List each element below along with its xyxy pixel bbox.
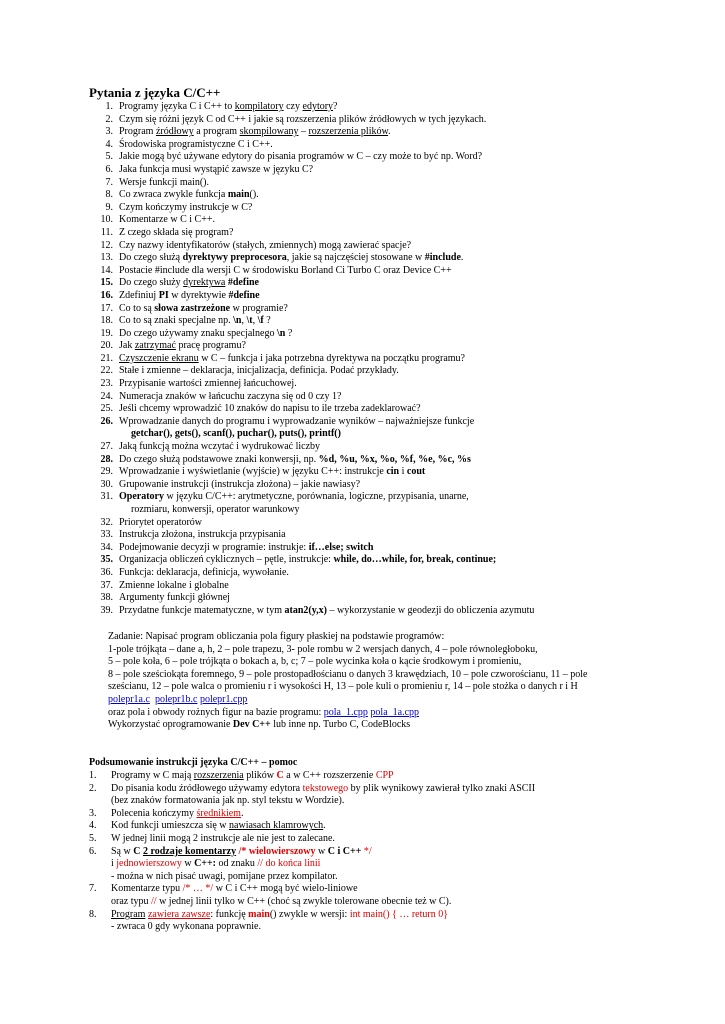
link-polepr1a[interactable]: polepr1a.c [108,693,150,705]
list-item: 9. Czym kończymy instrukcje w C? [105,201,253,213]
summary-title: Podsumowanie instrukcji języka C/C++ – pomoc [89,757,298,768]
list-item: 13. Do czego służą dyrektywy preprocesora, jakie są najczęściej stosowane w #include. [100,252,464,264]
list-item: 22. Stałe i zmienne – deklaracja, inicjalizacja, definicja. Podać przykłady. [100,365,399,377]
list-item: 38. Argumenty funkcji głównej [100,592,230,604]
list-item: 14. Postacie #include dla wersji C w środowisku Borland Ci Turbo C oraz Device C++ [100,264,452,276]
list-item: 21. Czyszczenie ekranu w C – funkcja i jaka potrzebna dyrektywa na początku programu? [100,352,465,364]
list-item: 1. Programy w C mają rozszerzenia plików C a w C++ rozszerzenie CPP [89,770,394,781]
list-item: 1. Programy języka C i C++ to kompilatory czy edytory? [105,101,338,112]
assignment-line: Zadanie: Napisać program obliczania pola figury płaskiej na podstawie programów: [108,631,445,642]
list-item-continuation: (bez znaków formatowania jak np. styl tekstu w Wordzie). [111,795,345,807]
list-item: 8. Program zawiera zawsze: funkcję main() zwykle w wersji: int main() { … return 0} [89,908,449,920]
list-item: 2. Do pisania kodu źródłowego używamy edytora tekstowego by plik wynikowy zawierał tylko znaki ASCII [89,782,536,794]
assignment-line: oraz pola i obwody rożnych figur na bazie programu: pola_1.cpp pola_1a.cpp [108,706,420,718]
list-item: 30. Grupowanie instrukcji (instrukcja złożona) – jakie nawiasy? [100,478,361,490]
list-item: 31. Operatory w języku C/C++: arytmetyczne, porównania, logiczne, przypisania, unarne, [100,491,469,503]
list-item: 5. W jednej linii mogą 2 instrukcje ale nie jest to zalecane. [89,832,335,844]
assignment-links [108,694,668,707]
summary-list [89,770,649,934]
list-item: 12. Czy nazwy identyfikatorów (stałych, zmiennych) mogą zawierać spacje? [100,239,412,251]
list-item: 6. Jaka funkcja musi wystąpić zawsze w języku C? [105,163,314,175]
list-item: 25. Jeśli chcemy wprowadzić 10 znaków do napisu to ile trzeba zadeklarować? [100,403,421,415]
link-pola-1a[interactable]: pola_1a.cpp [370,706,420,718]
list-item: 15. Do czego służy dyrektywa #define [100,277,259,289]
list-item: 16. Zdefiniuj PI w dyrektywie #define [100,289,260,301]
assignment-line: sześcianu, 12 – pole walca o promieniu r i wysokości H, 13 – pole kuli o promieniu r, 14 – pole stożka o danych r i H [108,681,578,693]
assignment-line: 1-pole trójkąta – dane a, h, 2 – pole trapezu, 3- pole rombu w 2 wersjach danych, 4 – pole równoległoboku, [108,643,538,655]
list-item: 37. Zmienne lokalne i globalne [100,579,229,591]
list-item: 18. Co to są znaki specjalne np. \n, \t, \f ? [100,315,271,327]
list-item: 3. Program źródłowy a program skompilowany – rozszerzenia plików. [105,126,391,138]
list-item: 8. Co zwraca zwykle funkcja main(). [105,189,259,201]
list-item: 17. Co to są słowa zastrzeżone w programie? [100,302,288,314]
list-item: 4. Środowiska programistyczne C i C++. [105,138,273,150]
list-item: 19. Do czego używamy znaku specjalnego \n ? [100,327,293,339]
link-polepr1b[interactable]: polepr1b.c [154,693,198,705]
list-item: 35. Organizacja obliczeń cyklicznych – pętle, instrukcje: while, do…while, for, break, continue; [100,554,497,566]
questions-list [89,101,649,617]
list-item: 10. Komentarze w C i C++. [100,214,215,226]
list-item: 20. Jak zatrzymać pracę programu? [100,340,246,352]
list-item-continuation: rozmiaru, konwersji, operator warunkowy [131,504,300,515]
list-item-continuation: - można w nich pisać uwagi, pomijane przez kompilator. [111,870,338,882]
list-item-continuation: i jednowierszowy w C++: od znaku // do końca linii [111,858,321,870]
list-item: 36. Funkcja: deklaracja, definicja, wywołanie. [100,566,289,578]
link-pola-1[interactable]: pola_1.cpp [323,706,368,718]
list-item: 39. Przydatne funkcje matematyczne, w tym atan2(y,x) – wykorzystanie w geodezji do obliczenia azymutu [100,604,535,616]
link-polepr1-cpp[interactable]: polepr1.cpp [199,693,248,705]
list-item: 33. Instrukcja złożona, instrukcja przypisania [100,529,286,541]
assignment-line: Wykorzystać oprogramowanie Dev C++ lub inne np. Turbo C, CodeBlocks [108,719,411,731]
list-item: 4. Kod funkcji umieszcza się w nawiasach klamrowych. [89,820,326,832]
list-item: 23. Przypisanie wartości zmiennej łańcuchowej. [100,378,297,390]
list-item: 7. Wersje funkcji main(). [105,176,209,188]
list-item: 32. Priorytet operatorów [100,516,203,528]
list-item: 11. Z czego składa się program? [100,226,234,238]
list-item: 34. Podejmowanie decyzji w programie: instrukje: if…else; switch [100,541,374,553]
list-item: 29. Wprowadzanie i wyświetlanie (wyjście) w języku C++: instrukcje cin i cout [100,466,426,478]
list-item: 24. Numeracja znaków w łańcuchu zaczyna się od 0 czy 1? [100,390,342,402]
assignment-section [108,631,668,732]
list-item: 5. Jakie mogą być używane edytory do pisania programów w C – czy może to być np. Word? [105,151,483,163]
list-item: 3. Polecenia kończymy średnikiem. [89,807,244,819]
list-item: 2. Czym się różni język C od C++ i jakie są rozszerzenia plików źródłowych w tych językach. [105,113,487,125]
list-item: 7. Komentarze typu /* … */ w C i C++ mogą być wielo-liniowe [89,883,358,895]
list-item: 28. Do czego służą podstawowe znaki konwersji, np. %d, %u, %x, %o, %f, %e, %c, %s [100,453,471,465]
assignment-line: 8 – pole sześciokąta foremnego, 9 – pole prostopadłościanu o danych 3 krawędziach, 10 – pole czworościanu, 11 – pole [108,668,588,680]
list-item-continuation: getchar(), gets(), scanf(), puchar(), puts(), printf() [131,428,341,440]
list-item-continuation: oraz typu // w jednej linii tylko w C++ (choć są zwykle tolerowane obecnie też w C). [111,895,452,907]
list-item: 27. Jaką funkcją można wczytać i wydrukować liczby [100,441,321,453]
list-item-continuation: - zwraca 0 gdy wykonana poprawnie. [111,921,261,933]
page-title: Pytania z języka C/C++ [89,85,221,100]
list-item: 6. Są w C 2 rodzaje komentarzy /* wielowierszowy w C i C++ */ [89,845,372,857]
assignment-line: 5 – pole koła, 6 – pole trójkąta o bokach a, b, c; 7 – pole wycinka koła o kącie środkowym i promieniu, [108,656,522,668]
list-item: 26. Wprowadzanie danych do programu i wyprowadzanie wyników – najważniejsze funkcje [100,415,475,427]
